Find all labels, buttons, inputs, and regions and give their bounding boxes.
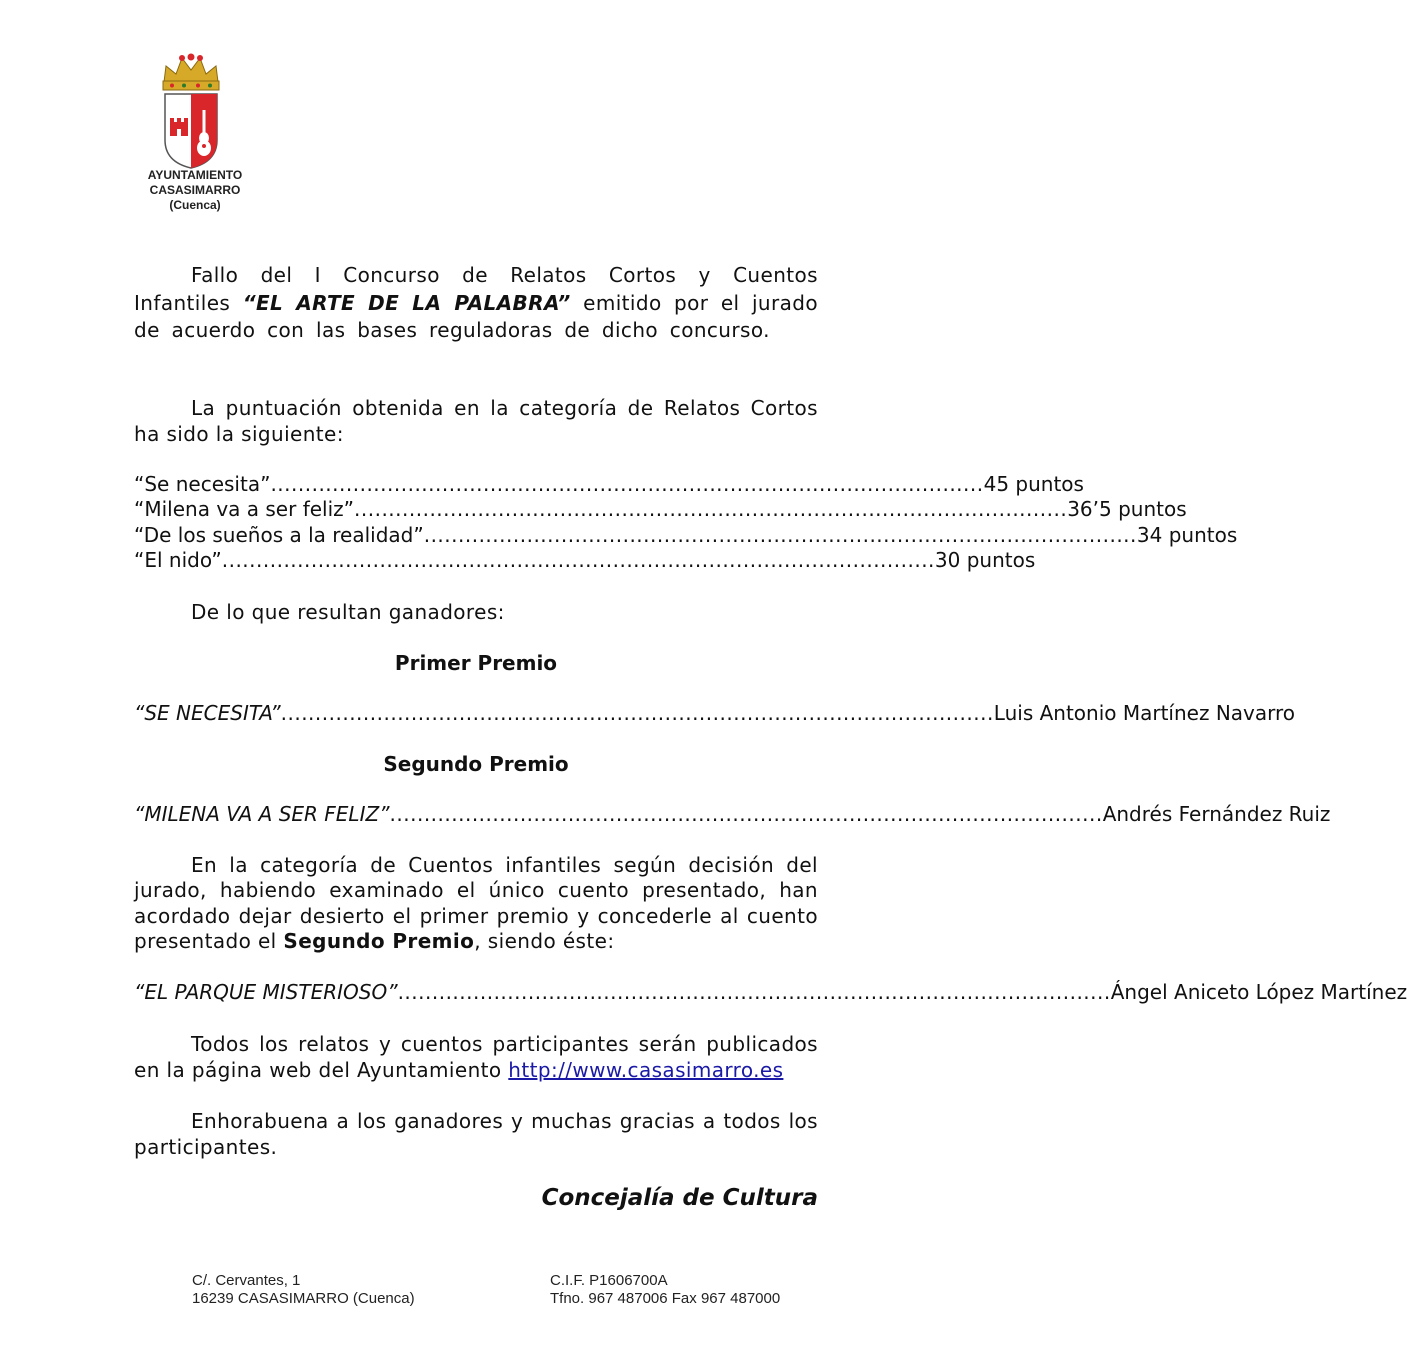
children-pre: En la categoría de Cuentos infantiles según decisión del jurado, habiendo examinado el único cuento presentado, han acordado dejar desierto el primer premio y concederle al cuento presentado el	[134, 853, 818, 953]
children-winner-title: “EL PARQUE MISTERIOSO”	[134, 980, 398, 1004]
score-points: 45 puntos	[983, 472, 1084, 496]
winners-intro: De lo que resultan ganadores:	[191, 600, 505, 624]
children-paragraph	[134, 853, 818, 954]
children-winner-author: Ángel Aniceto López Martínez	[1110, 980, 1407, 1004]
dot-leader: ........................................................................................................	[280, 701, 994, 725]
second-prize-heading: Segundo Premio	[383, 752, 569, 776]
first-prize-author: Luis Antonio Martínez Navarro	[993, 701, 1296, 725]
contest-name: “EL ARTE DE LA PALABRA”	[242, 290, 571, 315]
dot-leader: ........................................................................................................	[423, 523, 1137, 547]
footer-address-line1: C/. Cervantes, 1	[192, 1272, 301, 1289]
score-row	[134, 472, 1084, 497]
dot-leader: ........................................................................................................	[354, 497, 1068, 521]
score-title: “De los sueños a la realidad”	[134, 523, 424, 547]
dot-leader: ........................................................................................................	[270, 472, 984, 496]
score-row	[134, 523, 1238, 548]
score-title: “Se necesita”	[134, 472, 271, 496]
publication-paragraph	[134, 1031, 818, 1083]
footer-phone: Tfno. 967 487006 Fax 967 487000	[550, 1290, 781, 1307]
footer-cif: C.I.F. P1606700A	[550, 1272, 668, 1289]
second-prize-title: “MILENA VA A SER FELIZ”	[134, 802, 390, 826]
dot-leader: ........................................................................................................	[389, 802, 1103, 826]
municipal-crest-icon	[158, 52, 224, 170]
first-prize-heading: Primer Premio	[394, 651, 558, 675]
dot-leader: ........................................................................................................	[221, 548, 935, 572]
footer-contact	[550, 1272, 780, 1308]
first-prize-row	[134, 701, 1296, 726]
crest-caption-line2: CASASIMARRO	[149, 183, 241, 197]
score-row	[134, 548, 1036, 573]
score-points: 36’5 puntos	[1067, 497, 1187, 521]
children-winner-row	[134, 980, 1407, 1005]
score-title: “El nido”	[134, 548, 222, 572]
intro-pre: Fallo del I Concurso de Relatos Cortos y Cuentos Infantiles	[134, 263, 818, 315]
thanks-paragraph: Enhorabuena a los ganadores y muchas gracias a todos los participantes.	[134, 1109, 818, 1159]
second-prize-author: Andrés Fernández Ruiz	[1102, 802, 1331, 826]
crest-caption	[120, 168, 270, 213]
signature: Concejalía de Cultura	[541, 1185, 818, 1211]
children-bold: Segundo Premio	[283, 928, 475, 953]
website-link[interactable]: http://www.casasimarro.es	[508, 1058, 784, 1082]
intro-post: emitido por el jurado de acuerdo con las bases reguladoras de dicho concurso.	[134, 290, 819, 342]
first-prize-title: “SE NECESITA”	[134, 701, 281, 725]
intro-paragraph	[134, 262, 818, 345]
dot-leader: ........................................................................................................	[397, 980, 1111, 1004]
crest-caption-line1: AYUNTAMIENTO	[147, 168, 243, 182]
score-points: 34 puntos	[1136, 523, 1238, 547]
score-title: “Milena va a ser feliz”	[134, 497, 355, 521]
second-prize-row	[134, 802, 1331, 827]
scores-intro: La puntuación obtenida en la categoría de Relatos Cortos ha sido la siguiente:	[134, 396, 818, 446]
footer-address	[192, 1272, 415, 1308]
footer-address-line2: 16239 CASASIMARRO (Cuenca)	[192, 1290, 415, 1307]
score-row	[134, 497, 1187, 522]
score-points: 30 puntos	[934, 548, 1036, 572]
crest-caption-line3: (Cuenca)	[169, 198, 221, 212]
children-post: , siendo éste:	[474, 928, 615, 953]
publication-text: Todos los relatos y cuentos participantes serán publicados en la página web del Ayuntamiento	[134, 1032, 818, 1082]
